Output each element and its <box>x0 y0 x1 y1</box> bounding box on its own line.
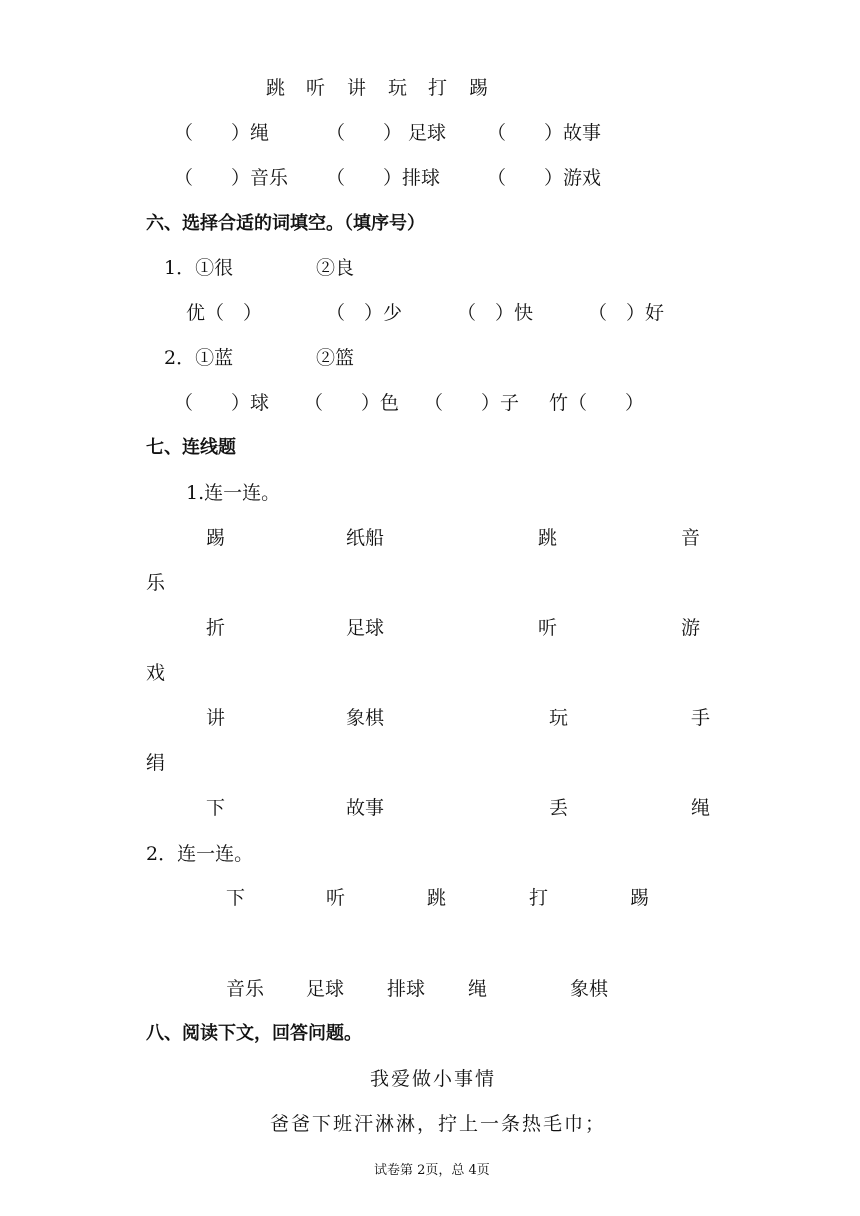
match-item: 踢 <box>206 527 226 549</box>
question-label: 1．①很 <box>164 257 234 279</box>
section-8-title: 八、阅读下文，回答问题。 <box>146 1023 362 1044</box>
noun-item: 绳 <box>468 978 488 1000</box>
verb-item: 下 <box>226 887 246 909</box>
verb-item: 听 <box>326 887 346 909</box>
section-7-title: 七、连线题 <box>146 437 236 458</box>
fill-blank-item: （ ） 足球 <box>326 122 447 144</box>
verb-item: 踢 <box>630 887 650 909</box>
question-label: 1.连一连。 <box>186 482 281 504</box>
match-item: 折 <box>206 617 226 639</box>
word-bank-item: 讲 <box>347 77 367 99</box>
verb-item: 打 <box>529 887 549 909</box>
noun-item: 象棋 <box>570 978 609 1000</box>
option-label: ②良 <box>316 257 355 279</box>
section-6-title: 六、选择合适的词填空。（填序号） <box>146 213 425 234</box>
fill-blank-item: （ ）色 <box>304 392 400 414</box>
fill-blank-item: （ ）子 <box>424 392 520 414</box>
fill-blank-item: 竹（ ） <box>549 392 645 414</box>
fill-blank-item: （ ）少 <box>326 302 403 324</box>
fill-blank-item: （ ）绳 <box>174 122 270 144</box>
match-item: 游 <box>681 617 701 639</box>
word-bank-item: 踢 <box>469 77 489 99</box>
match-item: 听 <box>538 617 558 639</box>
match-item: 故事 <box>346 797 385 819</box>
noun-item: 足球 <box>306 978 345 1000</box>
match-item: 跳 <box>538 527 558 549</box>
match-item: 讲 <box>206 707 226 729</box>
word-bank-item: 跳 <box>266 77 286 99</box>
match-item: 纸船 <box>346 527 385 549</box>
fill-blank-item: （ ）故事 <box>487 122 602 144</box>
poem-title: 我爱做小事情 <box>370 1068 497 1090</box>
fill-blank-item: （ ）好 <box>588 302 665 324</box>
fill-blank-item: （ ）快 <box>457 302 534 324</box>
match-item-wrap: 绢 <box>146 752 166 774</box>
match-item: 玩 <box>549 707 569 729</box>
match-item: 足球 <box>346 617 385 639</box>
match-item: 丢 <box>549 797 569 819</box>
noun-item: 音乐 <box>226 978 265 1000</box>
page-footer: 试卷第 2页，总 4页 <box>374 1163 490 1178</box>
word-bank-item: 打 <box>428 77 448 99</box>
verb-item: 跳 <box>427 887 447 909</box>
poem-line: 爸爸下班汗淋淋，拧上一条热毛巾； <box>270 1113 607 1135</box>
fill-blank-item: （ ）游戏 <box>487 167 602 189</box>
fill-blank-item: （ ）排球 <box>326 167 441 189</box>
fill-blank-item: （ ）球 <box>174 392 270 414</box>
match-item: 音 <box>681 527 701 549</box>
question-label: 2．连一连。 <box>146 843 254 865</box>
noun-item: 排球 <box>387 978 426 1000</box>
match-item: 象棋 <box>346 707 385 729</box>
question-label: 2．①蓝 <box>164 347 234 369</box>
fill-blank-item: 优（ ） <box>186 302 263 324</box>
match-item: 绳 <box>691 797 711 819</box>
match-item-wrap: 乐 <box>146 572 166 594</box>
word-bank-item: 听 <box>306 77 326 99</box>
match-item: 手 <box>691 707 711 729</box>
match-item-wrap: 戏 <box>146 662 166 684</box>
word-bank-item: 玩 <box>388 77 408 99</box>
match-item: 下 <box>206 797 226 819</box>
option-label: ②篮 <box>316 347 355 369</box>
fill-blank-item: （ ）音乐 <box>174 167 289 189</box>
